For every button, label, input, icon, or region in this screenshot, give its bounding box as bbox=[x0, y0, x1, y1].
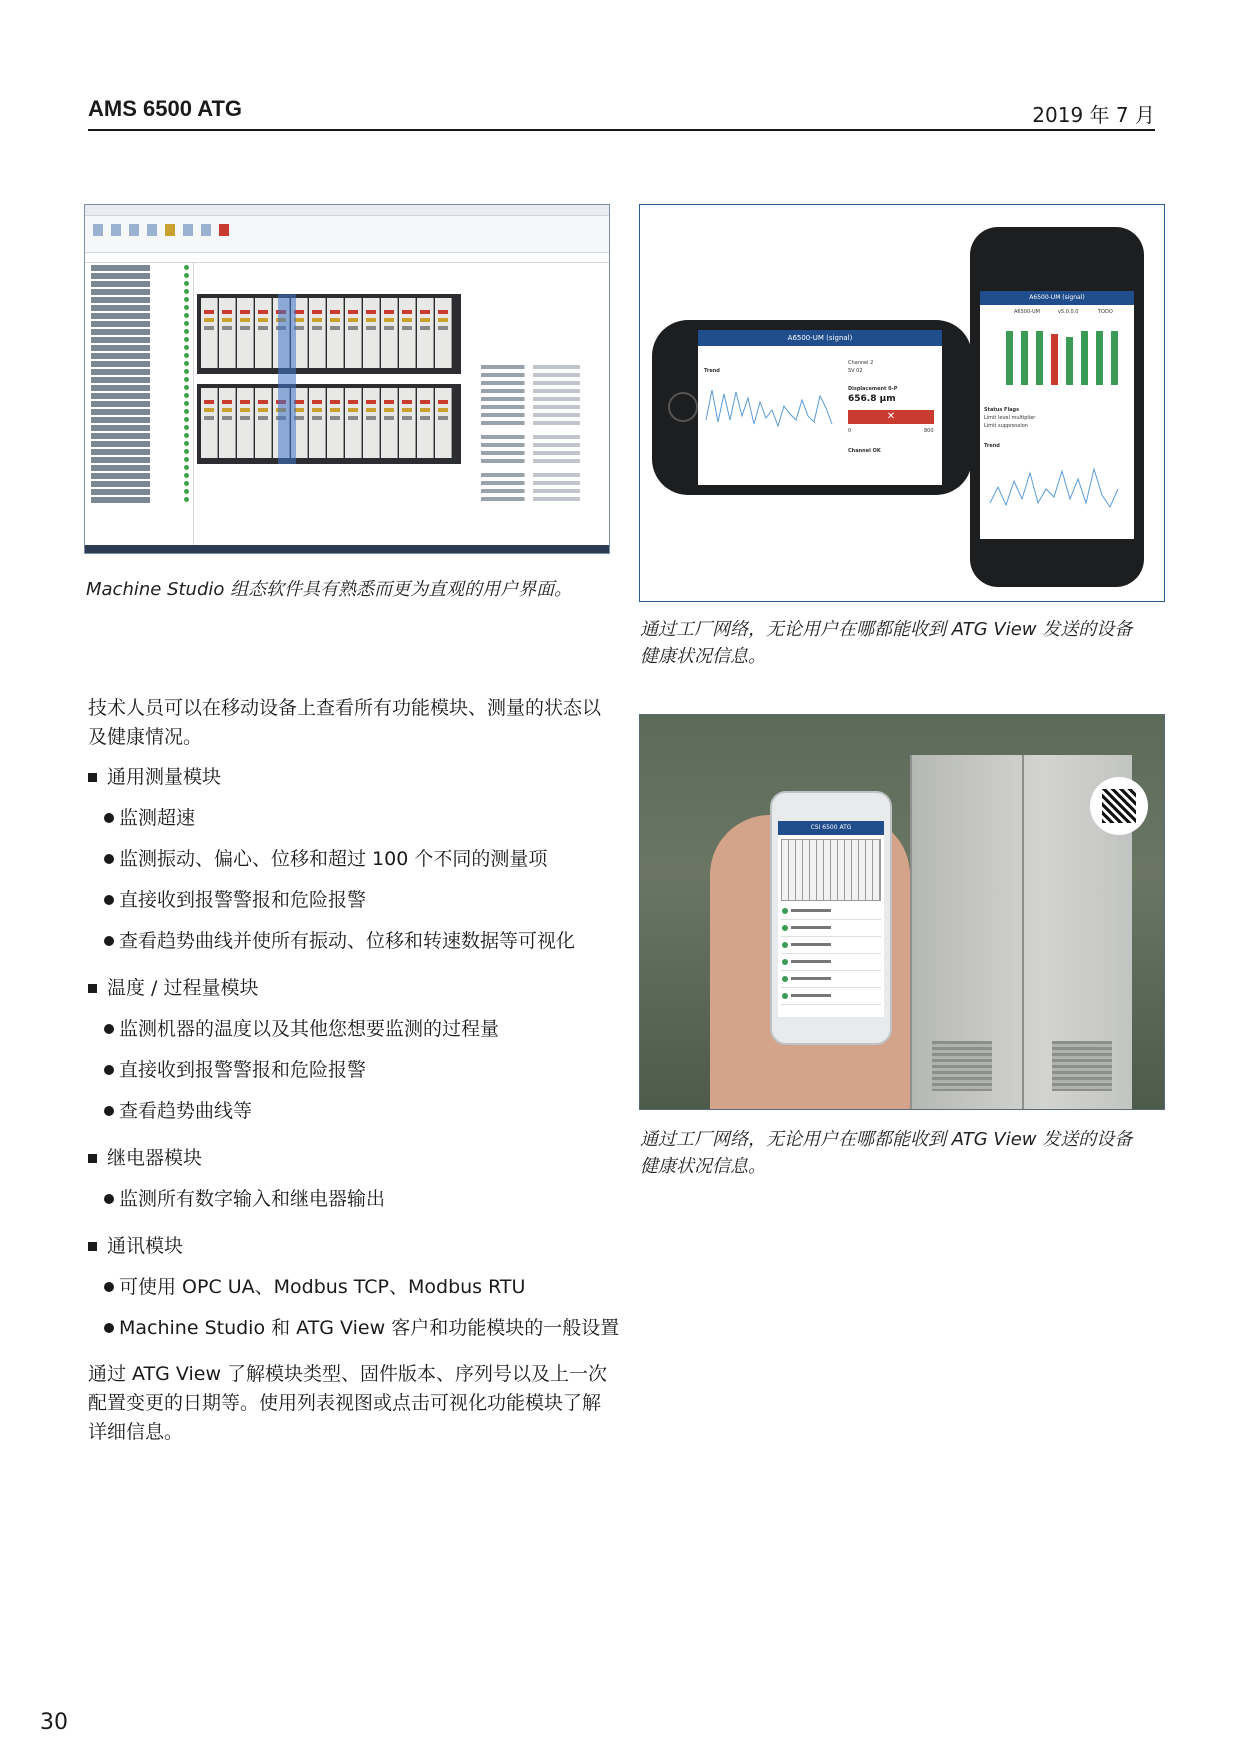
displacement-label: Displacement 0-P bbox=[848, 386, 898, 392]
trend-chart-landscape bbox=[702, 380, 842, 440]
firmware-value: v5.0.0.0 bbox=[1058, 309, 1079, 315]
home-button-icon bbox=[668, 392, 698, 422]
handheld-phone bbox=[770, 791, 892, 1045]
section-heading: 温度 / 过程量模块 bbox=[88, 975, 258, 1001]
phones-caption-line2: 健康状况信息。 bbox=[640, 646, 766, 667]
outro-line2: 配置变更的日期等。使用列表视图或点击可视化功能模块了解 bbox=[88, 1392, 602, 1414]
qr-code-icon bbox=[1090, 777, 1148, 835]
section-heading: 通用测量模块 bbox=[88, 764, 221, 790]
channel-label: Channel 2 bbox=[848, 360, 874, 366]
bullet-item: 查看趋势曲线并使所有振动、位移和转速数据等可视化 bbox=[104, 928, 575, 954]
list-item bbox=[781, 973, 881, 988]
section-heading: 继电器模块 bbox=[88, 1145, 202, 1171]
trend-label: Trend bbox=[704, 368, 720, 374]
taskbar bbox=[85, 545, 609, 553]
trend-chart-portrait bbox=[986, 459, 1126, 519]
list-item bbox=[781, 905, 881, 920]
portrait-header: A6500-UM (signal) bbox=[980, 291, 1134, 305]
portrait-phone bbox=[970, 227, 1144, 587]
bar-5 bbox=[1066, 337, 1073, 385]
page-number: 30 bbox=[40, 1710, 68, 1735]
channel-ok-label: Channel OK bbox=[848, 448, 881, 454]
window-titlebar bbox=[85, 205, 609, 216]
bar-1 bbox=[1006, 331, 1013, 385]
bullet-item: 查看趋势曲线等 bbox=[104, 1098, 252, 1124]
list-item bbox=[781, 922, 881, 937]
scale-max: 800 bbox=[924, 428, 934, 434]
address-bar bbox=[85, 253, 609, 263]
limit-multiplier-label: Limit level multiplier bbox=[984, 415, 1036, 421]
properties-panel bbox=[481, 365, 605, 505]
bullet-item: 监测超速 bbox=[104, 805, 195, 831]
portrait-phone-screen bbox=[980, 291, 1134, 539]
bar-6 bbox=[1081, 331, 1088, 385]
landscape-phone bbox=[652, 320, 972, 495]
bullet-item: 监测所有数字输入和继电器输出 bbox=[104, 1186, 385, 1212]
portrait-trend-label: Trend bbox=[984, 443, 1000, 449]
scale-min: 0 bbox=[848, 428, 852, 434]
ribbon-toolbar bbox=[85, 216, 609, 253]
displacement-value: 656.8 µm bbox=[848, 394, 896, 404]
alarm-bar: ✕ bbox=[848, 410, 934, 424]
photo-caption-line2: 健康状况信息。 bbox=[640, 1156, 766, 1177]
plant-photo bbox=[639, 714, 1165, 1110]
bar-4 bbox=[1051, 334, 1058, 385]
intro-line2: 及健康情况。 bbox=[88, 726, 203, 748]
section-heading: 通讯模块 bbox=[88, 1233, 183, 1259]
bar-8 bbox=[1111, 331, 1118, 385]
status-flags-label: Status Flags bbox=[984, 407, 1020, 413]
list-item bbox=[781, 939, 881, 954]
outro-line3: 详细信息。 bbox=[88, 1421, 184, 1443]
rack-row-1 bbox=[197, 294, 461, 374]
bar-3 bbox=[1036, 331, 1043, 385]
bullet-item: 可使用 OPC UA、Modbus TCP、Modbus RTU bbox=[104, 1274, 525, 1300]
bar-2 bbox=[1021, 331, 1028, 385]
outro-line1: 通过 ATG View 了解模块类型、固件版本、序列号以及上一次 bbox=[88, 1363, 608, 1385]
document-date: 2019 年 7 月 bbox=[1032, 103, 1155, 127]
last-change-value: TODO bbox=[1098, 309, 1113, 315]
landscape-phone-screen bbox=[698, 330, 942, 485]
header-rule bbox=[88, 129, 1155, 131]
list-item bbox=[781, 990, 881, 1005]
photo-caption-line1: 通过工厂网络，无论用户在哪都能收到 ATG View 发送的设备 bbox=[640, 1129, 1133, 1150]
intro-line1: 技术人员可以在移动设备上查看所有功能模块、测量的状态以 bbox=[88, 697, 602, 719]
machine-studio-screenshot bbox=[84, 204, 610, 554]
limit-suppression-label: Limit suppression bbox=[984, 423, 1028, 429]
sv-label: SV 02 bbox=[848, 368, 863, 374]
document-title: AMS 6500 ATG bbox=[88, 96, 243, 121]
bar-chart bbox=[1006, 325, 1126, 385]
device-tree bbox=[85, 263, 194, 545]
landscape-header: A6500-UM (signal) bbox=[698, 330, 942, 346]
atg-view-phones-image bbox=[639, 204, 1165, 602]
bullet-item: 直接收到报警警报和危险报警 bbox=[104, 1057, 366, 1083]
handheld-phone-screen bbox=[778, 821, 884, 1017]
bullet-item: 监测振动、偏心、位移和超过 100 个不同的测量项 bbox=[104, 846, 547, 872]
machine-studio-caption: Machine Studio 组态软件具有熟悉而更为直观的用户界面。 bbox=[86, 579, 573, 600]
list-item bbox=[781, 956, 881, 971]
phones-caption-line1: 通过工厂网络，无论用户在哪都能收到 ATG View 发送的设备 bbox=[640, 619, 1133, 640]
selected-module-highlight bbox=[278, 294, 296, 464]
bar-7 bbox=[1096, 331, 1103, 385]
module-type-value: A6500-UM bbox=[1014, 309, 1040, 315]
bullet-item: 监测机器的温度以及其他您想要监测的过程量 bbox=[104, 1016, 499, 1042]
bullet-item: 直接收到报警警报和危险报警 bbox=[104, 887, 366, 913]
bullet-item: Machine Studio 和 ATG View 客户和功能模块的一般设置 bbox=[104, 1315, 619, 1341]
rack-thumbnail bbox=[781, 839, 881, 901]
handheld-header: CSI 6500 ATG bbox=[778, 821, 884, 835]
rack-row-2 bbox=[197, 384, 461, 464]
